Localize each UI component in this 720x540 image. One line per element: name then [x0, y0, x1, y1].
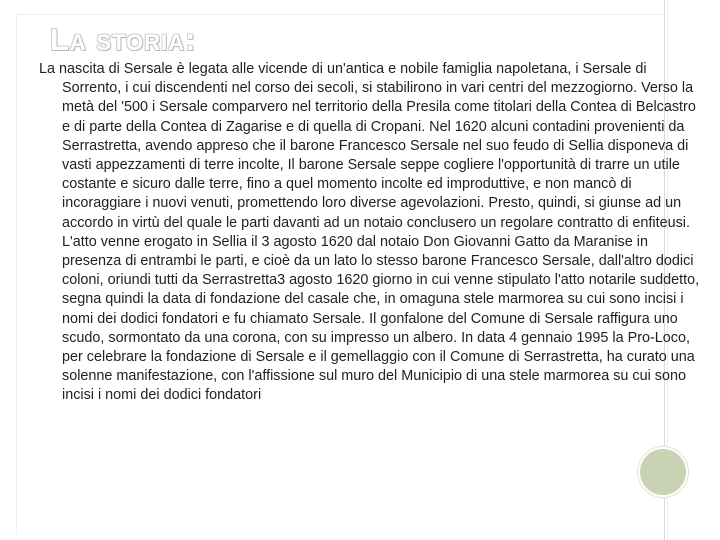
decorative-circle	[640, 449, 686, 495]
body-paragraph: La nascita di Sersale è legata alle vicende di un'antica e nobile famiglia napoletana, i Sersale di Sorrento, i cui discendenti nel corso dei secoli, si stabilirono in vari centri del mezzogiorno. Verso la metà del '500 i Sersale comparvero nel territorio della Presila come titolari della Contea di Belcastro e di parte della Contea di Zagarise e di quella di Cropani. Nel 1620 alcuni contadini provenienti da Serrastretta, avendo appreso che il barone Francesco Sersale nel suo feudo di Sellia disponeva di vasti appezzamenti di terre incolte, Il barone Sersale seppe cogliere l'opportunità di trarre un utile costante e sicuro dalle terre, fino a quel momento incolte ed improduttive, e non mancò di incoraggiare i nuovi venuti, promettendo loro diverse agevolazioni. Presto, quindi, si giunse ad un accordo in virtù del quale le parti davanti ad un notaio conclusero un regolare contratto di enfiteusi. L'atto venne erogato in Sellia il 3 agosto 1620 dal notaio Don Giovanni Gatto da Maranise in presenza di entrambi le parti, e cioè da un lato lo stesso barone Francesco Sersale, dall'altro dodici coloni, oriundi tutti da Serrastretta3 agosto 1620 giorno in cui venne stipulato l'atto notarile suddetto, segna quindi la data di fondazione del casale che, in omaguna stele marmorea su cui sono incisi i nomi dei dodici fondatori e fu chiamato Sersale. Il gonfalone del Comune di Sersale raffigura uno scudo, sormontato da una corona, con su impresso un albero. In data 4 gennaio 1995 la Pro-Loco, per celebrare la fondazione di Sersale e il gemellaggio con il Comune di Serrastretta, ha curato una solenne manifestazione, con l'affissione sul muro del Municipio di una stele marmorea su cui sono incisi i nomi dei dodici fondatori	[39, 61, 700, 404]
slide-title: La storia:	[50, 22, 197, 57]
slide-frame-left	[16, 14, 17, 534]
slide-frame-top	[16, 14, 664, 15]
